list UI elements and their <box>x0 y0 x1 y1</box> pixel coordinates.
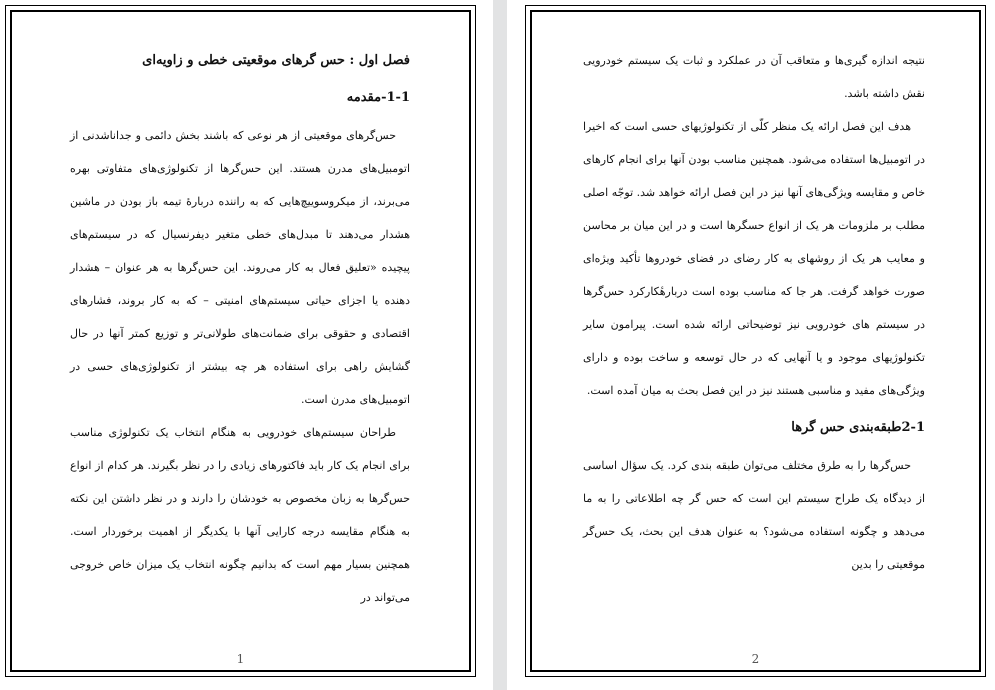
paragraph: طراحان سیستم‌های خودرویی به هنگام انتخاب یک تکنولوژی مناسب برای انجام یک کار باید فاکتورهای زیادی را در نظر بگیرند. هر کدام از انواع حس‌گرها به زبان مخصوص به خودشان را دارند و در نظر داشتن این نکته به هنگام مقایسه درجه کارایی آنها با یکدیگر از اهمیت برخوردار است. همچنین بسیار مهم است که بدانیم چگونه انتخاب یک میزان خاص خروجی می‌تواند در <box>70 426 410 604</box>
page-number: 1 <box>236 652 245 666</box>
page-gap <box>493 0 507 690</box>
page-1 <box>5 5 476 677</box>
page-1-content <box>70 44 410 614</box>
page-2 <box>525 5 986 677</box>
paragraph: حس‌گرها را به طرق مختلف می‌توان طبقه بندی کرد. یک سؤال اساسی از دیدگاه یک طراح سیستم این است که حس گر چه اطلاعاتی را به ما می‌دهد و چگونه استفاده می‌شود؟ به عنوان هدف این بحث، یک حس‌گر موقعیتی را بدین <box>583 459 925 571</box>
paragraph: نتیجه اندازه گیری‌ها و متعاقب آن در عملکرد و ثبات یک سیستم خودرویی نقش داشته باشد. <box>583 54 925 100</box>
chapter-title: فصل اول : حس گرهای موقعیتی خطی و زاویه‌ای <box>142 53 410 68</box>
page-number: 2 <box>751 652 760 666</box>
section-title: 2-1طبقه‌بندی حس گرها <box>791 420 925 435</box>
page-2-content <box>583 44 925 581</box>
section-title: 1-1-مقدمه <box>346 90 410 105</box>
paragraph: هدف این فصل ارائه یک منظر کلّی از تکنولوژیهای حسی است که اخیرا در اتومبیل‌ها استفاده می‌شود. همچنین مناسب بودن آنها برای انجام کارهای خاص و مقایسه ویژگی‌های آنها نیز در این فصل ارائه خواهد شد. توجّه اصلی مطلب بر ملزومات هر یک از انواع حسگرها است و در این میان بر محاسن و معایب هر یک از روشهای به کار رضای در فضای خودروها تأکید ویژه‌ای صورت خواهد گرفت. هر جا که مناسب بوده است دربارهٔکارکرد حس‌گرها در سیستم های خودرویی نیز توضیحاتی ارائه شده است. پیرامون سایر تکنولوژیهای موجود و یا آنهایی که در حال توسعه و ساخت بوده و دارای ویژگی‌های مفید و مناسبی هستند نیز در این فصل بحث به میان آمده است. <box>583 120 925 397</box>
paragraph: حس‌گرهای موقعیتی از هر نوعی که باشند بخش دائمی و جداناشدنی از اتومبیل‌های مدرن هستند. این حس‌گرها از تکنولوژی‌های متفاوتی بهره می‌برند، از میکروسوییچ‌هایی که به راننده دربارهٔ تیمه باز بودن در ماشین هشدار می‌دهند تا مبدل‌های خطی متغیر دیفرنسیال که در سیستم‌های پیچیده «تعلیق فعال به کار می‌روند. این حس‌گرها به هر عنوان – هشدار دهنده یا اجزای حیاتی سیستم‌های امنیتی – که به کار بروند، فشارهای اقتصادی و حقوقی برای ضمانت‌های طولانی‌تر و توزیع کمتر آنها در حال گشایش راهی برای استفاده هر چه بیشتر از تکنولوژی‌های حسی در اتومبیل‌های مدرن است. <box>70 129 410 406</box>
